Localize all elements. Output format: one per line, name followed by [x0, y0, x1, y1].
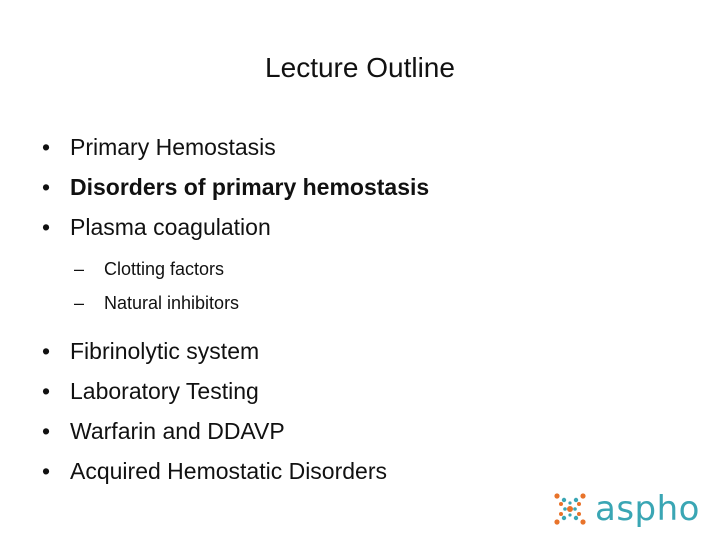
- bullet-item: [40, 334, 680, 374]
- sub-bullet-marker: –: [74, 293, 85, 313]
- slide-title: Lecture Outline: [265, 52, 455, 83]
- aspho-mark-icon: [553, 492, 587, 526]
- logo-dot: [577, 502, 581, 506]
- bullet-text: Laboratory Testing: [70, 378, 259, 404]
- sub-bullet-item: [74, 290, 680, 324]
- logo-dot: [568, 513, 571, 516]
- bullet-list: [40, 130, 680, 494]
- logo-dot: [562, 498, 566, 502]
- logo-dot: [554, 519, 559, 524]
- bullet-text: Primary Hemostasis: [70, 134, 276, 160]
- bullet-item: [40, 170, 680, 210]
- bullet-text: Acquired Hemostatic Disorders: [70, 458, 388, 484]
- bullet-marker: •: [42, 378, 51, 404]
- sub-bullet-marker: –: [74, 259, 85, 279]
- bullet-marker: •: [42, 174, 51, 200]
- bullet-item: [40, 374, 680, 414]
- bullet-text: Warfarin and DDAVP: [70, 418, 285, 444]
- bullet-item: [40, 414, 680, 454]
- logo-dot: [562, 516, 566, 520]
- logo-dot: [577, 512, 581, 516]
- bullet-item: [40, 130, 680, 170]
- logo-dot: [580, 519, 585, 524]
- logo-dot: [567, 506, 573, 512]
- sub-bullet-item: [74, 256, 680, 290]
- aspho-logo: [553, 486, 700, 532]
- bullet-marker: •: [42, 458, 51, 484]
- bullet-marker: •: [42, 338, 51, 364]
- bullet-marker: •: [42, 214, 51, 240]
- logo-dot: [568, 501, 571, 504]
- bullet-text: Fibrinolytic system: [70, 338, 260, 364]
- bullet-marker: •: [42, 418, 51, 444]
- logo-dot: [574, 498, 578, 502]
- logo-dot: [563, 507, 567, 511]
- logo-dot: [559, 512, 563, 516]
- sub-bullet-list: [40, 256, 680, 324]
- logo-dot: [559, 502, 563, 506]
- logo-text: aspho: [595, 489, 700, 529]
- sub-bullet-text: Clotting factors: [104, 259, 225, 279]
- sub-bullet-text: Natural inhibitors: [104, 293, 240, 313]
- logo-dot: [580, 493, 585, 498]
- logo-dot: [554, 493, 559, 498]
- bullet-marker: •: [42, 134, 51, 160]
- bullet-text: Disorders of primary hemostasis: [70, 174, 430, 200]
- bullet-item: [40, 210, 680, 250]
- bullet-text: Plasma coagulation: [70, 214, 271, 240]
- logo-dot: [573, 507, 577, 511]
- logo-dot: [574, 516, 578, 520]
